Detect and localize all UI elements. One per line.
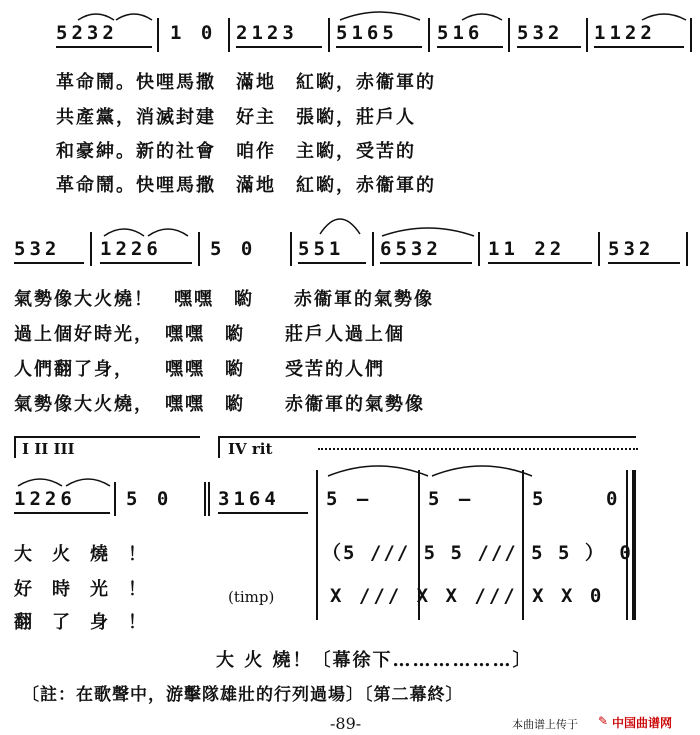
slur <box>640 8 688 22</box>
beam <box>517 46 581 48</box>
barline <box>290 232 292 266</box>
barline <box>586 18 588 52</box>
beam <box>100 262 192 264</box>
lyric-line: 共產黨，消滅封建 好主 張喲，莊戶人 <box>56 107 416 128</box>
beam <box>437 46 503 48</box>
lyric-line: 氣勢像大火燒， 嘿嘿 喲 赤衞軍的氣勢像 <box>14 394 425 415</box>
page-number: -89- <box>330 714 362 733</box>
note-group: 1122 <box>594 22 656 44</box>
lyric-line: 好時光！ <box>14 579 166 600</box>
lyric-line: 革命鬧。快哩馬撒 滿地 紅喲，赤衞軍的 <box>56 175 436 196</box>
barline <box>328 18 330 52</box>
lyric-line: 翻了身！ <box>14 612 166 633</box>
barline <box>690 18 692 52</box>
volta-bracket <box>14 436 16 458</box>
beam <box>14 512 110 514</box>
note-group: 5 — <box>326 488 373 510</box>
volta-bracket <box>218 436 220 458</box>
slur <box>338 6 422 22</box>
beam <box>336 46 422 48</box>
logo-icon: ✎ <box>598 714 609 728</box>
barline <box>478 232 480 266</box>
note-group: 5 — <box>428 488 475 510</box>
rit-dots <box>318 448 638 450</box>
lyric-line: 革命鬧。快哩馬撒 滿地 紅喲，赤衞軍的 <box>56 72 436 93</box>
slur <box>460 8 504 22</box>
note-group: 5 0 <box>210 238 257 260</box>
slur <box>102 222 192 238</box>
note-group: 5165 <box>336 22 398 44</box>
note-group: 6532 <box>380 238 442 260</box>
beam <box>488 262 592 264</box>
barline <box>204 482 206 516</box>
barline <box>157 18 159 52</box>
note-group: 532 <box>608 238 655 260</box>
note-group: 5232 <box>56 22 118 44</box>
beam <box>14 262 84 264</box>
barline <box>508 18 510 52</box>
beam <box>56 46 152 48</box>
percussion-line: （5 /// 5 5 /// 5 5 ） 0 <box>322 542 633 564</box>
slur <box>380 222 476 238</box>
note-group: 532 <box>14 238 61 260</box>
lyric-line: 和豪紳。新的社會 咱作 主喲，受苦的 <box>56 141 416 162</box>
note-group: 551 <box>298 238 345 260</box>
note-group: 11 22 <box>488 238 566 260</box>
note-group: 5 0 <box>126 488 173 510</box>
barline <box>114 482 116 516</box>
note-group: 1226 <box>14 488 76 510</box>
note-group: 516 <box>437 22 484 44</box>
note-group: 0 <box>606 488 622 510</box>
closing-lyric: 大 火 燒！〔幕徐下………………〕 <box>216 650 533 671</box>
note-group: 532 <box>517 22 564 44</box>
note-group: 1 0 <box>170 22 217 44</box>
slur <box>318 210 362 236</box>
beam <box>298 262 366 264</box>
note-group: 2123 <box>236 22 298 44</box>
barline <box>198 232 200 266</box>
volta-label: IV rit <box>228 440 273 458</box>
barline <box>90 232 92 266</box>
volta-label: I II III <box>22 440 75 458</box>
lyric-line: 大火燒！ <box>14 544 166 565</box>
site-name: 中国曲谱网 <box>612 716 673 730</box>
beam <box>594 46 684 48</box>
note-group: 1226 <box>100 238 162 260</box>
repeat-barline <box>208 482 210 516</box>
beam <box>236 46 322 48</box>
upload-text: 本曲谱上传于 <box>512 718 578 731</box>
lyric-line: 氣勢像大火燒！ 嘿嘿 喲 赤衞軍的氣勢像 <box>14 289 434 310</box>
volta-bracket <box>14 436 200 438</box>
barline <box>428 18 430 52</box>
annotation-note: 〔註：在歌聲中，游擊隊雄壯的行列過場〕〔第二幕終〕 <box>22 685 464 705</box>
timp-label: (timp) <box>228 588 275 606</box>
note-group: 3164 <box>218 488 280 510</box>
barline <box>372 232 374 266</box>
barline <box>228 18 230 52</box>
slur <box>76 8 156 22</box>
lyric-line: 人們翻了身， 嘿嘿 喲 受苦的人們 <box>14 359 385 380</box>
barline <box>598 232 600 266</box>
barline <box>686 232 688 266</box>
volta-bracket <box>218 436 636 438</box>
beam <box>380 262 472 264</box>
lyric-line: 過上個好時光， 嘿嘿 喲 莊戶人過上個 <box>14 324 405 345</box>
timpani-line: X /// X X /// X X 0 <box>330 585 605 607</box>
tie <box>326 456 536 478</box>
slur <box>16 472 112 488</box>
beam <box>218 512 308 514</box>
beam <box>608 262 680 264</box>
system-line <box>316 470 318 620</box>
note-group: 5 <box>532 488 548 510</box>
